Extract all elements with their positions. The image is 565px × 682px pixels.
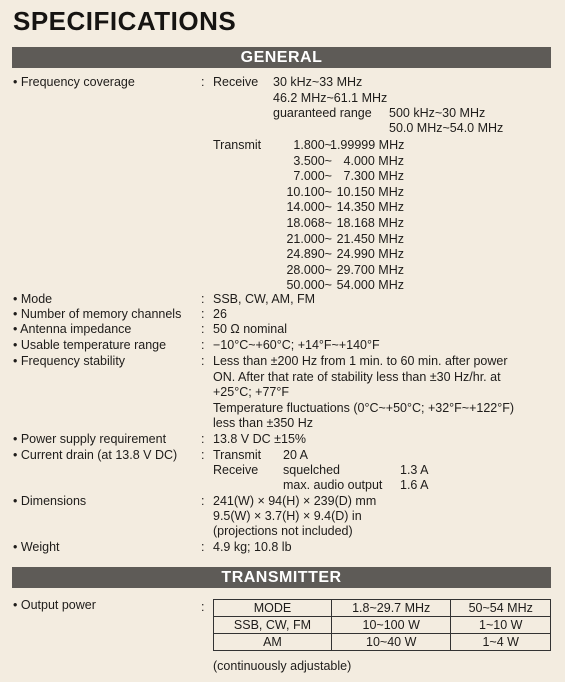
transmit-band-end: 1.99999 MHz	[330, 138, 405, 152]
transmit-band-end: 14.350 MHz	[336, 200, 404, 215]
frequency-stability-colon: :	[201, 354, 205, 368]
page-title: SPECIFICATIONS	[13, 6, 237, 36]
transmit-band-start: 24.890~	[286, 247, 332, 262]
current-transmit-value: 20 A	[283, 448, 309, 462]
antenna-impedance-value: 50 Ω nominal	[213, 322, 287, 336]
antenna-impedance-colon: :	[201, 322, 205, 336]
table-header-cell: 50~54 MHz	[451, 600, 551, 617]
guaranteed-range-1: 500 kHz~30 MHz	[389, 106, 486, 120]
transmit-band-start: 10.100~	[286, 184, 332, 199]
antenna-impedance-label: • Antenna impedance	[13, 322, 132, 336]
table-cell: AM	[214, 634, 332, 651]
weight-value: 4.9 kg; 10.8 lb	[213, 540, 292, 554]
current-drain-label: • Current drain (at 13.8 V DC)	[13, 448, 178, 462]
transmit-band-end: 29.700 MHz	[336, 262, 404, 277]
current-max-audio-label: max. audio output	[283, 478, 383, 492]
transmitter-section-header: TRANSMITTER	[12, 567, 551, 588]
temperature-range-value: −10°C~+60°C; +14°F~+140°F	[213, 338, 380, 352]
receive-label: Receive	[213, 75, 259, 89]
transmit-label: Transmit	[213, 138, 262, 152]
table-cell: 10~100 W	[331, 617, 451, 634]
general-section-header: GENERAL	[12, 47, 551, 68]
dimensions-label: • Dimensions	[13, 494, 87, 508]
temperature-range-colon: :	[201, 338, 205, 352]
transmit-band-end: 10.150 MHz	[336, 184, 404, 199]
transmit-band-start: 18.068~	[286, 216, 332, 230]
transmit-band-start: 14.000~	[286, 200, 332, 215]
dimensions-in: 9.5(W) × 3.7(H) × 9.4(D) in	[213, 509, 362, 523]
table-header-cell: MODE	[214, 600, 332, 617]
transmit-band-end: 24.990 MHz	[336, 247, 404, 262]
table-header-row	[214, 600, 551, 617]
table-cell: 10~40 W	[331, 634, 451, 651]
mode-value: SSB, CW, AM, FM	[213, 292, 316, 306]
memory-channels-colon: :	[201, 307, 205, 321]
table-cell: 1~10 W	[451, 617, 551, 634]
current-squelched-value: 1.3 A	[400, 463, 429, 477]
frequency-stability-line-1: Less than ±200 Hz from 1 min. to 60 min. after power	[213, 354, 508, 368]
frequency-stability-label: • Frequency stability	[13, 354, 126, 368]
frequency-colon: :	[201, 75, 205, 89]
transmit-band-end: 21.450 MHz	[336, 231, 404, 246]
transmit-band-start: 7.000~	[293, 169, 332, 184]
receive-range-1: 30 kHz~33 MHz	[273, 75, 363, 89]
output-power-table	[213, 599, 551, 651]
transmit-band-end: 18.168 MHz	[336, 216, 404, 230]
frequency-stability-line-2: ON. After that rate of stability less than ±30 Hz/hr. at	[213, 370, 501, 384]
frequency-stability-line-5: less than ±350 Hz	[213, 416, 313, 430]
table-row	[214, 634, 551, 651]
power-supply-colon: :	[201, 432, 205, 446]
transmit-band-end: 54.000 MHz	[336, 278, 404, 293]
dimensions-note: (projections not included)	[213, 524, 353, 538]
dimensions-colon: :	[201, 494, 205, 508]
table-cell: 1~4 W	[451, 634, 551, 651]
transmit-band-start: 50.000~	[286, 278, 332, 293]
mode-label: • Mode	[13, 292, 53, 306]
table-row	[214, 617, 551, 634]
temperature-range-label: • Usable temperature range	[13, 338, 167, 352]
mode-colon: :	[201, 292, 205, 306]
transmit-band-start: 28.000~	[286, 262, 332, 277]
current-receive-label: Receive	[213, 463, 259, 477]
frequency-coverage-label: • Frequency coverage	[13, 75, 135, 89]
power-supply-label: • Power supply requirement	[13, 432, 167, 446]
output-power-colon: :	[201, 600, 205, 614]
current-max-audio-value: 1.6 A	[400, 478, 429, 492]
current-transmit-label: Transmit	[213, 448, 262, 462]
transmit-band-end: 7.300 MHz	[343, 169, 404, 184]
table-cell: SSB, CW, FM	[214, 617, 332, 634]
receive-range-2: 46.2 MHz~61.1 MHz	[273, 91, 388, 105]
weight-colon: :	[201, 540, 205, 554]
power-supply-value: 13.8 V DC ±15%	[213, 432, 307, 446]
transmit-band-start: 1.800~	[293, 138, 332, 152]
transmit-band-start: 3.500~	[293, 153, 332, 168]
guaranteed-range-2: 50.0 MHz~54.0 MHz	[389, 121, 504, 135]
guaranteed-range-label: guaranteed range	[273, 106, 372, 120]
weight-label: • Weight	[13, 540, 60, 554]
table-header-cell: 1.8~29.7 MHz	[331, 600, 451, 617]
output-power-label: • Output power	[13, 598, 96, 612]
output-power-note: (continuously adjustable)	[213, 659, 352, 673]
frequency-stability-line-3: +25°C; +77°F	[213, 385, 290, 399]
transmit-band-start: 21.000~	[286, 231, 332, 246]
memory-channels-value: 26	[213, 307, 227, 321]
memory-channels-label: • Number of memory channels	[13, 307, 182, 321]
frequency-stability-line-4: Temperature fluctuations (0°C~+50°C; +32°F~+122°F)	[213, 401, 515, 415]
dimensions-mm: 241(W) × 94(H) × 239(D) mm	[213, 494, 377, 508]
transmit-band-end: 4.000 MHz	[343, 153, 404, 168]
current-squelched-label: squelched	[283, 463, 340, 477]
current-drain-colon: :	[201, 448, 205, 462]
